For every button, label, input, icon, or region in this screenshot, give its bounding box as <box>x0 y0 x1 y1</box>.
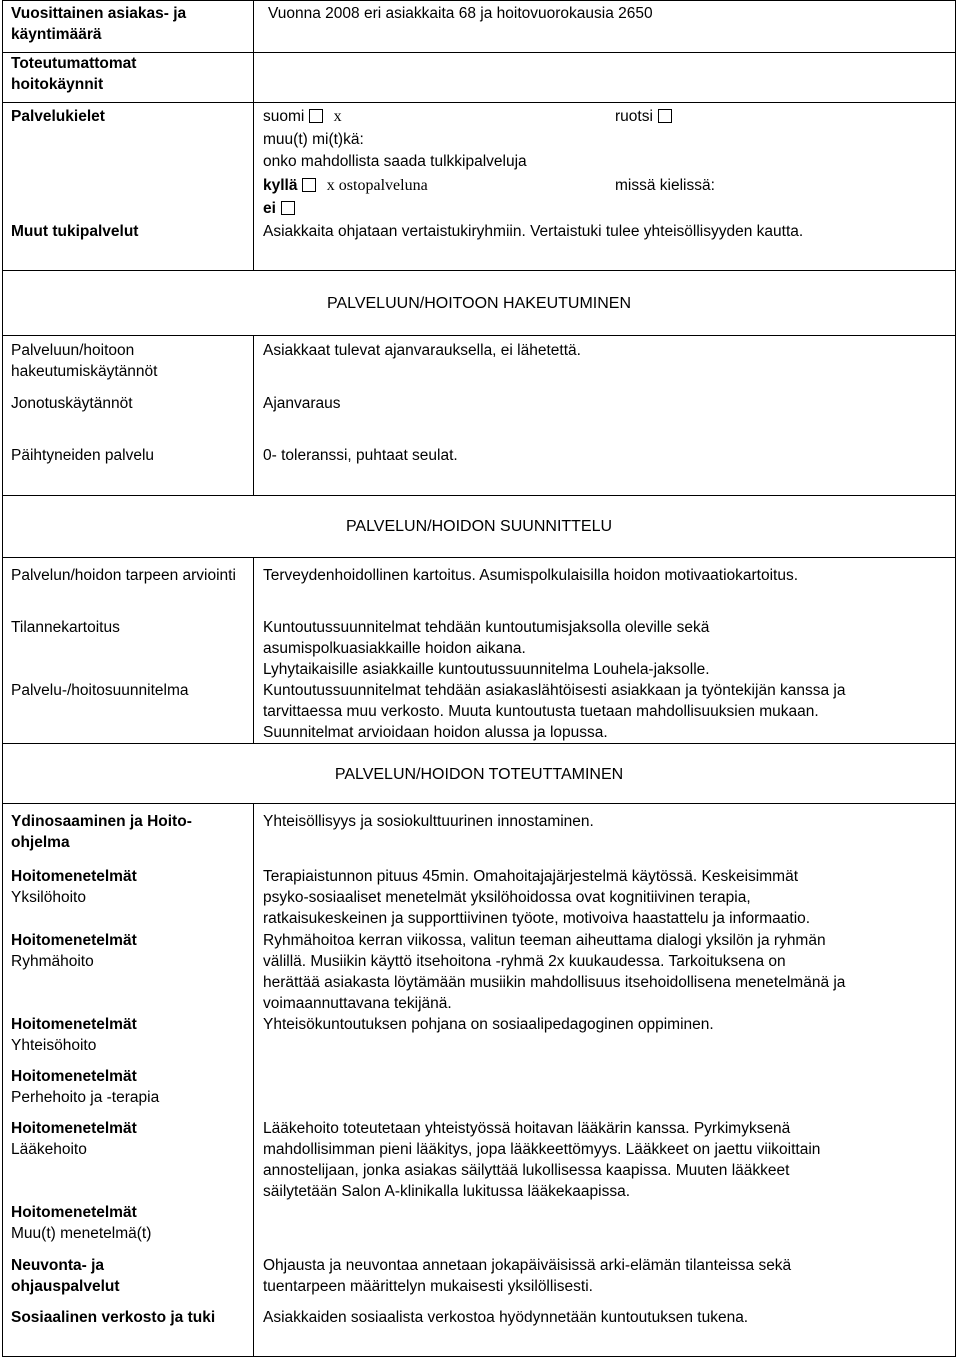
finnish-label: suomi <box>263 108 305 125</box>
care-plan-line: tarvittaessa muu verkosto. Muuta kuntoutusta tuetaan mahdollisuuksien mukaan. <box>263 703 819 720</box>
visitors-value: Vuonna 2008 eri asiakkaita 68 ja hoitovuorokausia 2650 <box>268 5 653 22</box>
row-divider <box>2 495 956 496</box>
community-care-label: Hoitomenetelmät Yhteisöhoito <box>11 1016 137 1054</box>
languages-label: Palvelukielet <box>11 108 105 125</box>
group-care-line: Ryhmähoitoa kerran viikossa, valitun teeman aiheuttama dialogi yksilön ja ryhmän <box>263 932 826 949</box>
interpreter-yes-option <box>263 175 428 196</box>
queue-practices-value: Ajanvaraus <box>263 395 341 412</box>
guidance-line: tuentarpeen määrittelyn mukaisesti yksilöllisesti. <box>263 1278 593 1295</box>
row-divider <box>2 270 956 271</box>
individual-care-line: psyko-sosiaaliset menetelmät yksilöhoidossa ovat kognitiivinen terapia, <box>263 889 751 906</box>
support-value: Asiakkaita ohjataan vertaistukiryhmiin. Vertaistuki tulee yhteisöllisyyden kautta. <box>263 223 804 240</box>
guidance-label: Neuvonta- ja ohjauspalvelut <box>11 1257 120 1295</box>
situation-mapping-line: Kuntoutussuunnitelmat tehdään kuntoutumisjaksolla oleville sekä <box>263 619 710 636</box>
group-care-line: voimaannuttavana tekijänä. <box>263 995 452 1012</box>
community-care-value: Yhteisökuntoutuksen pohjana on sosiaalipedagoginen oppiminen. <box>263 1016 714 1033</box>
yes-label: kyllä <box>263 177 298 194</box>
group-care-line: välillä. Musiikin käyttö itsehoitona -ryhmä 2x kuukaudessa. Tarkoituksena on <box>263 953 786 970</box>
situation-mapping-line: Lyhytaikaisille asiakkaille kuntoutussuunnitelma Louhela-jaksolle. <box>263 661 710 678</box>
interpreter-no-option <box>263 198 295 219</box>
core-competence-label: Ydinosaaminen ja Hoito-ohjelma <box>11 813 192 851</box>
care-plan-line: Suunnitelmat arvioidaan hoidon alussa ja lopussa. <box>263 724 608 741</box>
intoxicated-service-value: 0- toleranssi, puhtaat seulat. <box>263 447 458 464</box>
social-network-value: Asiakkaiden sosiaalista verkostoa hyödynnetään kuntoutuksen tukena. <box>263 1309 749 1326</box>
social-network-label: Sosiaalinen verkosto ja tuki <box>11 1309 216 1326</box>
yes-check-mark: x ostopalveluna <box>326 177 428 194</box>
column-divider <box>253 557 254 743</box>
implementation-heading: PALVELUN/HOIDON TOTEUTTAMINEN <box>334 766 624 783</box>
swedish-checkbox[interactable] <box>658 109 672 123</box>
yes-checkbox[interactable] <box>302 178 316 192</box>
column-divider <box>253 803 254 1357</box>
medication-line: säilytetään Salon A-klinikalla lukitussa lääkekaapissa. <box>263 1183 631 1200</box>
support-label: Muut tukipalvelut <box>11 223 139 240</box>
intoxicated-service-label: Päihtyneiden palvelu <box>11 447 155 464</box>
guidance-line: Ohjausta ja neuvontaa annetaan jokapäiväisissä arki-elämän tilanteissa sekä <box>263 1257 792 1274</box>
medication-line: mahdollisimman pieni lääkitys, jopa lääkkeettömyys. Lääkkeet on jaettu viikoittain <box>263 1141 821 1158</box>
family-therapy-label: Hoitomenetelmät Perhehoito ja -terapia <box>11 1068 160 1106</box>
care-plan-label: Palvelu-/hoitosuunnitelma <box>11 682 189 699</box>
situation-mapping-label: Tilannekartoitus <box>11 619 120 636</box>
application-heading: PALVELUUN/HOITOON HAKEUTUMINEN <box>326 295 632 312</box>
individual-care-line: ratkaisukeskeinen ja supporttiivinen työote, motivoiva haastattelu ja informaatio. <box>263 910 811 927</box>
no-label: ei <box>263 200 276 217</box>
other-languages: muu(t) mi(t)kä: <box>263 131 364 148</box>
individual-care-line: Terapiaistunnon pituus 45min. Omahoitajajärjestelmä käytössä. Keskeisimmät <box>263 868 798 885</box>
care-plan-line: Kuntoutussuunnitelmat tehdään asiakaslähtöisesti asiakkaan ja työntekijän kanssa ja <box>263 682 846 699</box>
finnish-checkbox[interactable] <box>309 109 323 123</box>
row-divider <box>2 557 956 558</box>
medication-label: Hoitomenetelmät Lääkehoito <box>11 1120 137 1158</box>
no-checkbox[interactable] <box>281 201 295 215</box>
group-care-label: Hoitomenetelmät Ryhmähoito <box>11 932 137 970</box>
queue-practices-label: Jonotuskäytännöt <box>11 395 133 412</box>
needs-assessment-label: Palvelun/hoidon tarpeen arviointi <box>11 567 236 584</box>
column-divider <box>253 335 254 495</box>
interpreter-question: onko mahdollista saada tulkkipalveluja <box>263 153 527 170</box>
other-methods-label: Hoitomenetelmät Muu(t) menetelmä(t) <box>11 1204 152 1242</box>
group-care-line: herättää asiakasta löytämään musiikin mahdollisuus itsehoidollisena menetelmänä ja <box>263 974 846 991</box>
visitors-label: Vuosittainen asiakas- ja käyntimäärä <box>11 5 187 43</box>
row-divider <box>2 335 956 336</box>
application-practices-label: Palveluun/hoitoon hakeutumiskäytännöt <box>11 342 158 380</box>
finnish-option <box>263 106 342 127</box>
needs-assessment-value: Terveydenhoidollinen kartoitus. Asumispolkulaisilla hoidon motivaatiokartoitus. <box>263 567 799 584</box>
finnish-check-mark: x <box>333 108 342 125</box>
situation-mapping-line: asumispolkuasiakkaille hoidon aikana. <box>263 640 526 657</box>
row-divider <box>2 803 956 804</box>
swedish-label: ruotsi <box>615 108 653 125</box>
planning-heading: PALVELUN/HOIDON SUUNNITTELU <box>345 518 613 535</box>
individual-care-label: Hoitomenetelmät Yksilöhoito <box>11 868 137 906</box>
application-practices-value: Asiakkaat tulevat ajanvarauksella, ei lähetettä. <box>263 342 581 359</box>
swedish-option <box>615 106 672 127</box>
medication-line: annostelijaan, jonka asiakas säilyttää lukollisessa kaapissa. Muuten lääkkeet <box>263 1162 790 1179</box>
medication-line: Lääkehoito toteutetaan yhteistyössä hoitavan lääkärin kanssa. Pyrkimyksenä <box>263 1120 791 1137</box>
row-divider <box>2 102 956 103</box>
unrealized-visits-label: Toteutumattomat hoitokäynnit <box>11 55 137 93</box>
column-divider <box>253 0 254 270</box>
which-languages: missä kielissä: <box>615 177 715 194</box>
row-divider <box>2 743 956 744</box>
core-competence-value: Yhteisöllisyys ja sosiokulttuurinen innostaminen. <box>263 813 594 830</box>
